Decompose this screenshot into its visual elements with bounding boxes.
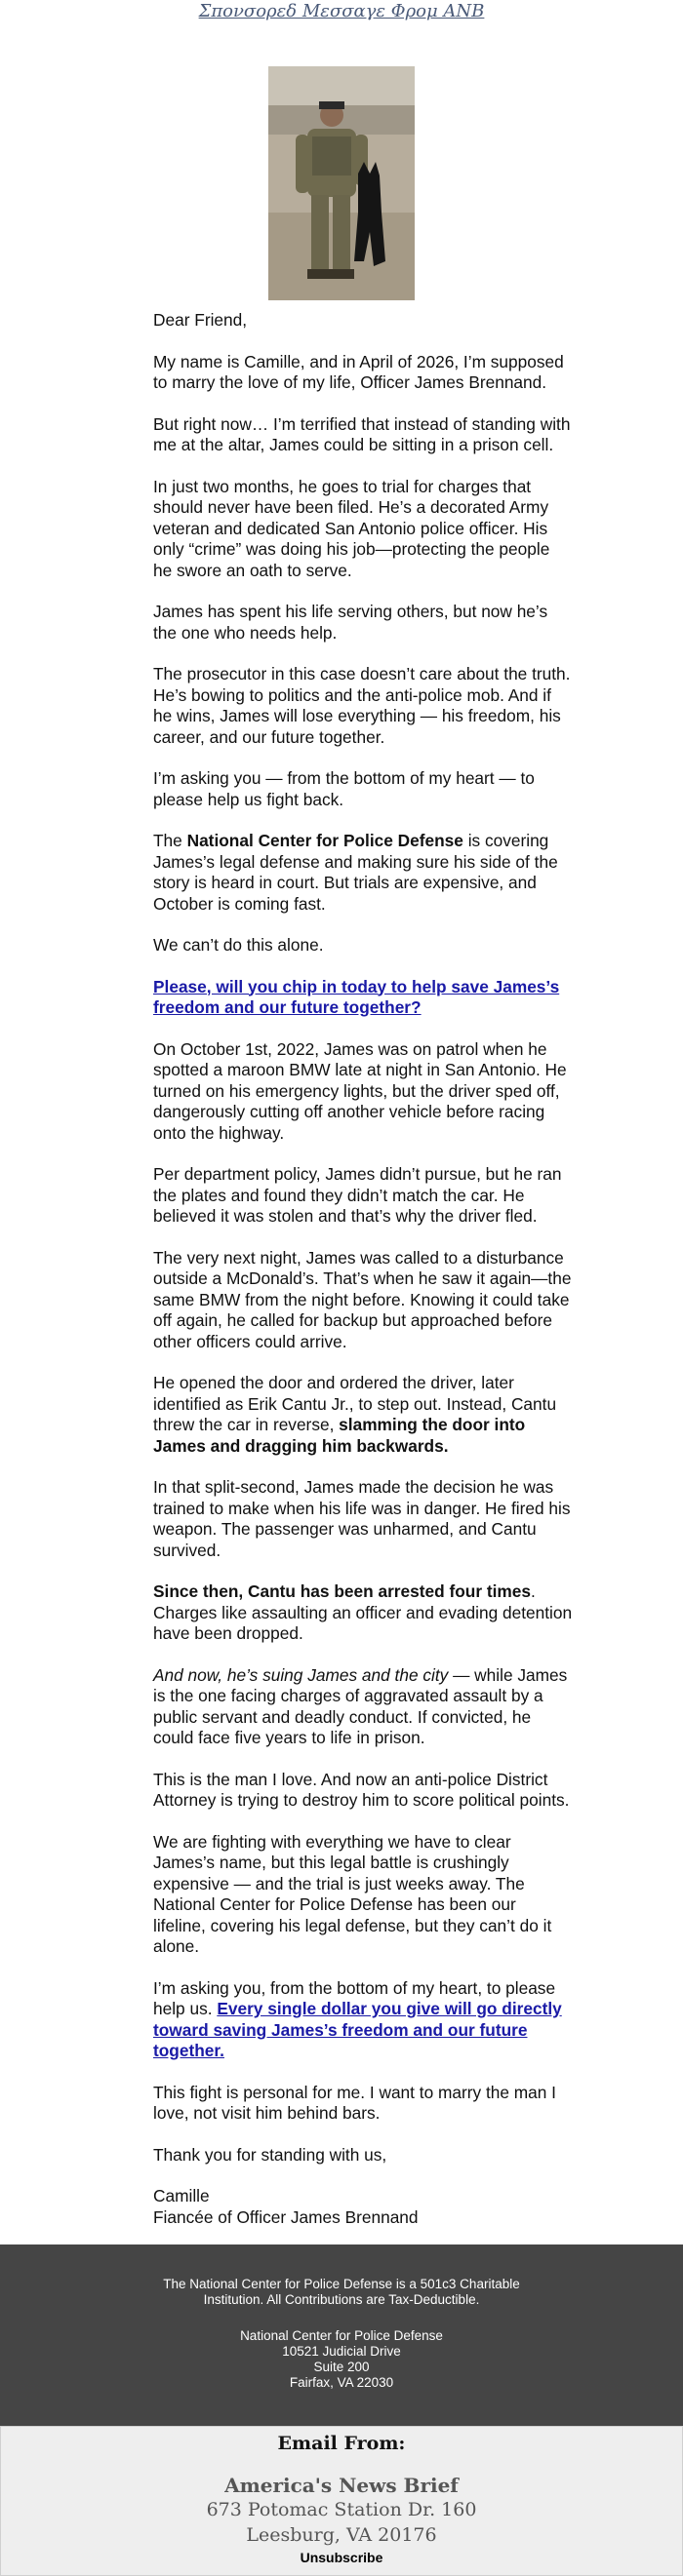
letter-body xyxy=(153,310,573,2228)
signoff-name: Camille xyxy=(153,2186,210,2205)
donate-link-2[interactable]: Every single dollar you give will go directly toward saving James’s freedom and our future together. xyxy=(153,1999,562,2060)
paragraph-1: My name is Camille, and in April of 2026, I’m supposed to marry the love of my life, Officer James Brennand. xyxy=(153,351,564,392)
signoff-title: Fiancée of Officer James Brennand xyxy=(153,2206,419,2227)
sender-street: 673 Potomac Station Dr. 160 xyxy=(206,2499,477,2520)
text: — while James is the one facing charges of aggravated assault by a public servant and deadly conduct. If convicted, he could face five years to life in prison. xyxy=(153,1664,568,1747)
bold-text: Since then, Cantu has been arrested four times xyxy=(153,1581,532,1601)
paragraph-17: We are fighting with everything we have to clear James’s name, but this legal battle is crushingly expensive — and the trial is just weeks away. The National Center for Police Defense has been our lifeline, covering his legal defense, but they can’t do it alone. xyxy=(153,1831,552,1956)
text: . Charges like assaulting an officer and evading detention have been dropped. xyxy=(153,1581,573,1643)
org-name: National Center for Police Defense xyxy=(240,2328,443,2343)
paragraph-5: The prosecutor in this case doesn’t care about the truth. He’s bowing to politics and the anti-police mob. And if he wins, James will lose everything — his freedom, his career, and our future together. xyxy=(153,664,571,747)
sender-name: America's News Brief xyxy=(224,2474,459,2497)
footer-address xyxy=(146,2328,537,2391)
tax-disclaimer: The National Center for Police Defense is a 501c3 Charitable Institution. All Contributions are Tax-Deductible. xyxy=(163,2277,520,2307)
text: The xyxy=(153,831,187,850)
unsubscribe-link[interactable]: Unsubscribe xyxy=(300,2550,383,2565)
paragraph-13: In that split-second, James made the decision he was trained to make when his life was in danger. He fired his weapon. The passenger was unharmed, and Cantu survived. xyxy=(153,1477,571,1560)
text: is covering James’s legal defense and making sure his side of the story is heard in court. But trials are expensive, and October is coming fast. xyxy=(153,831,558,914)
paragraph-6: I’m asking you — from the bottom of my heart — to please help us fight back. xyxy=(153,768,535,809)
paragraph-19: This fight is personal for me. I want to marry the man I love, not visit him behind bars. xyxy=(153,2082,556,2123)
city: Fairfax, VA 22030 xyxy=(289,2375,394,2390)
officer-and-dog-image xyxy=(268,66,415,300)
signoff xyxy=(153,2186,573,2228)
paragraph-16: This is the man I love. And now an anti-police District Attorney is trying to destroy him to score political points. xyxy=(153,1769,570,1810)
paragraph-9: On October 1st, 2022, James was on patrol when he spotted a maroon BMW late at night in San Antonio. He turned on his emergency lights, but the driver sped off, dangerously cutting off another vehicle before racing onto the highway. xyxy=(153,1038,567,1143)
footer xyxy=(0,2244,683,2426)
paragraph-12 xyxy=(153,1373,573,1457)
paragraph-20: Thank you for standing with us, xyxy=(153,2144,387,2165)
suite: Suite 200 xyxy=(313,2360,370,2374)
paragraph-2: But right now… I’m terrified that instead of standing with me at the altar, James could be sitting in a prison cell. xyxy=(153,413,571,454)
street: 10521 Judicial Drive xyxy=(282,2344,401,2359)
paragraph-18 xyxy=(153,1978,573,2062)
text: He opened the door and ordered the driver, later identified as Erik Cantu Jr., to step out. Instead, Cantu threw the car in reverse, xyxy=(153,1373,557,1434)
bold-text: slamming the door into James and dragging him backwards. xyxy=(153,1415,526,1456)
sender-city: Leesburg, VA 20176 xyxy=(246,2524,437,2546)
paragraph-15 xyxy=(153,1665,573,1749)
greeting: Dear Friend, xyxy=(153,310,248,330)
org-name-bold: National Center for Police Defense xyxy=(186,831,463,850)
sponsored-banner[interactable]: Σπονσορεδ Μεσσαγε Φρομ ΑΝΒ xyxy=(198,1,485,21)
email-from-label: Email From: xyxy=(277,2433,406,2454)
paragraph-8: We can’t do this alone. xyxy=(153,935,324,955)
paragraph-4: James has spent his life serving others, but now he’s the one who needs help. xyxy=(153,602,548,643)
paragraph-10: Per department policy, James didn’t pursue, but he ran the plates and found they didn’t match the car. He believed it was stolen and that’s why the driver fled. xyxy=(153,1164,562,1226)
paragraph-7 xyxy=(153,831,573,915)
donate-link[interactable]: Please, will you chip in today to help save James’s freedom and our future together? xyxy=(153,976,560,1017)
text: I’m asking you, from the bottom of my heart, to please help us. xyxy=(153,1977,556,2018)
paragraph-11: The very next night, James was called to a disturbance outside a McDonald’s. That’s when he saw it again—the same BMW from the night before. Knowing it could take off again, he called for backup but approached before other officers could arrive. xyxy=(153,1247,572,1351)
paragraph-link-1 xyxy=(153,977,573,1019)
sender-box xyxy=(0,2426,683,2576)
paragraph-14 xyxy=(153,1581,573,1645)
paragraph-3: In just two months, he goes to trial for charges that should never have been filed. He’s a decorated Army veteran and dedicated San Antonio police officer. His only “crime” was doing his job—protecting the people he swore an oath to serve. xyxy=(153,476,550,580)
italic-text: And now, he’s suing James and the city xyxy=(153,1664,449,1685)
hero-photo xyxy=(268,66,415,300)
